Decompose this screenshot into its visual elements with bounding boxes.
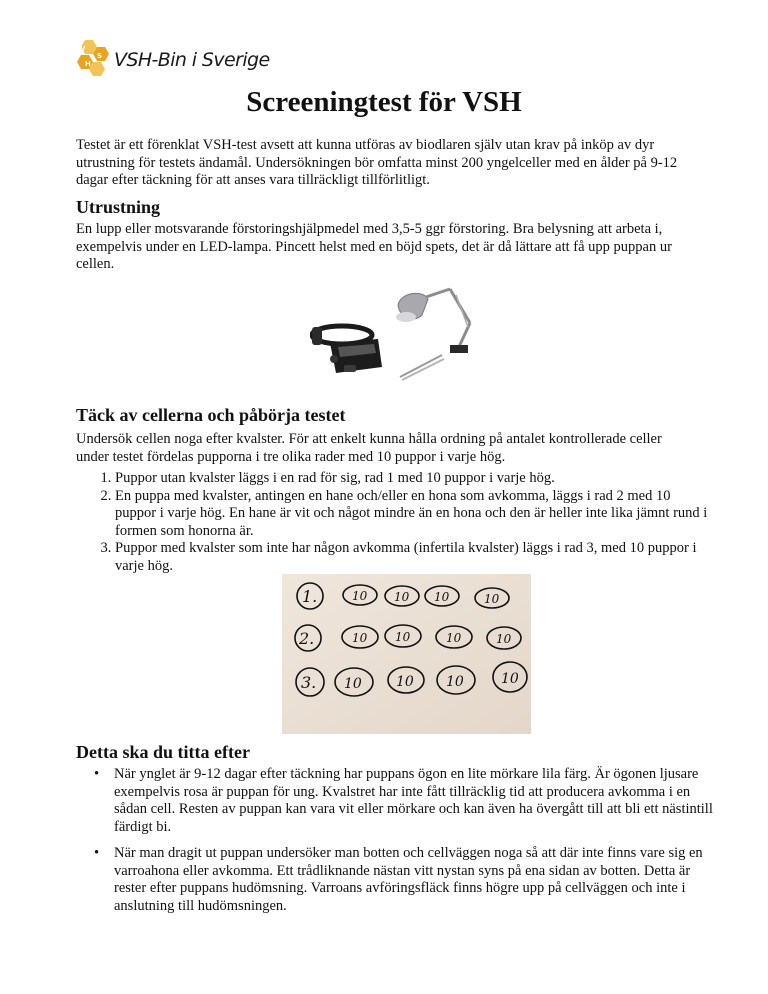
- bullet-list: [94, 766, 714, 924]
- pile-count: 10: [352, 631, 368, 645]
- equipment-image: [310, 283, 480, 385]
- svg-text:V: V: [80, 45, 86, 53]
- tack-paragraph: Undersök cellen noga efter kvalster. För att enkelt kunna hålla ordning på antalet kontrollerade celler under testet fördelas pupporna i tre olika rader med 10 puppor i varje hög.: [76, 431, 662, 465]
- list-item: 1. Puppor utan kvalster läggs i en rad för sig, rad 1 med 10 puppor i varje hög.: [115, 470, 715, 488]
- list-item: • När ynglet är 9-12 dagar efter täckning har puppans ögon en lite mörkare lila färg. Är ögonen ljusare exempelvis rosa är puppan för ung. Kvalstret har inte fått tillräcklig tid att producera avkomma i en sådan cell. Resten av puppan kan vara vit eller mörkare och kan även ha övergått till att bli ett nästintill färdigt bi.: [114, 766, 714, 836]
- desk-lamp-icon: [396, 289, 470, 353]
- pile-count: 10: [484, 592, 500, 606]
- pile-count: 10: [446, 674, 464, 690]
- logo-text: VSH-Bin i Sverige: [114, 49, 270, 71]
- list-item: 3. Puppor med kvalster som inte har någon avkomma (infertila kvalster) läggs i rad 3, med 10 puppor i varje hög.: [115, 540, 715, 575]
- row-label: 1.: [302, 587, 318, 606]
- handwritten-notes-image: [282, 574, 531, 734]
- heading-titta-efter: Detta ska du titta efter: [76, 742, 250, 762]
- list-item: 2. En puppa med kvalster, antingen en hane och/eller en hona som avkomma, läggs i rad 2 med 10 puppor i varje hög. En hane är vit och något mindre än en hona och den är heller inte lika jämnt rund i formen som honorna är.: [115, 488, 715, 541]
- row-label: 2.: [299, 629, 315, 648]
- row-label: 3.: [301, 673, 317, 692]
- pile-count: 10: [501, 671, 519, 687]
- magnifier-headset-icon: [312, 326, 382, 373]
- tweezers-icon: [400, 355, 444, 380]
- pile-count: 10: [434, 590, 450, 604]
- svg-text:S: S: [97, 52, 103, 60]
- logo: [76, 38, 270, 78]
- pile-count: 10: [395, 630, 411, 644]
- pile-count: 10: [352, 589, 368, 603]
- pile-count: 10: [496, 632, 512, 646]
- pile-count: 10: [446, 631, 462, 645]
- pile-count: 10: [394, 590, 410, 604]
- pile-count: 10: [344, 676, 362, 692]
- honeycomb-logo-icon: [76, 39, 112, 77]
- heading-tack-av: Täck av cellerna och påbörja testet: [76, 405, 346, 425]
- page-title: Screeningtest för VSH: [246, 86, 522, 118]
- list-item: • När man dragit ut puppan undersöker man botten och cellväggen noga så att där inte finns vare sig en varroahona eller avkomma. Ett trådliknande nästan vitt nystan syns på ena sidan av botten. Detta är rester efter puppans hudömsning. Varroans avföringsfläck finns högre upp på cellväggen och inte i anslutning till hudömsningen.: [114, 845, 714, 915]
- heading-utrustning: Utrustning: [76, 197, 161, 217]
- utrustning-paragraph: En lupp eller motsvarande förstoringshjälpmedel med 3,5-5 ggr förstoring. Bra belysning att arbeta i, exempelvis under en LED-lampa. Pincett helst med en böjd spets, det är då lättare att få upp puppan ur cellen.: [76, 221, 672, 272]
- intro-paragraph: Testet är ett förenklat VSH-test avsett att kunna utföras av biodlaren själv utan krav på inköp av dyr utrustning för testets ändamål. Undersökningen bör omfatta minst 200 yngelceller med en ålder på 9-12 dagar efter täckning för att anses vara tillräckligt tillförlitligt.: [76, 137, 678, 188]
- steps-list: [94, 470, 715, 575]
- pile-count: 10: [396, 674, 414, 690]
- svg-text:H: H: [85, 60, 91, 68]
